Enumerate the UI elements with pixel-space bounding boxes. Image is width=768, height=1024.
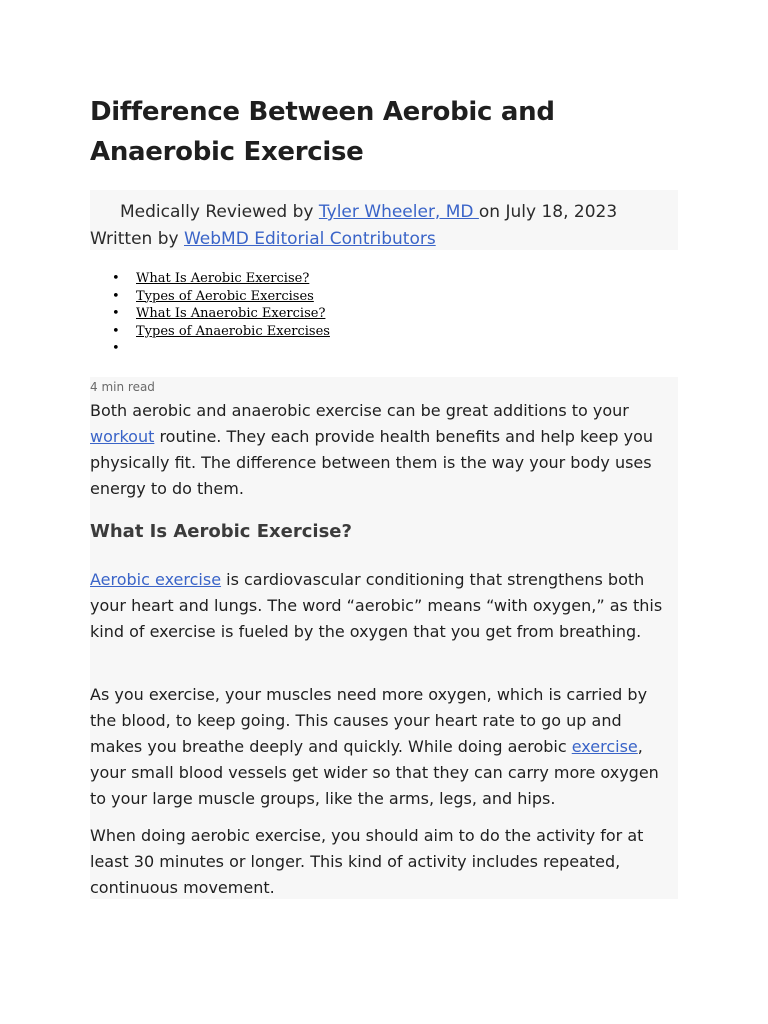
toc-item xyxy=(90,340,678,358)
byline-reviewed-line xyxy=(90,199,678,226)
written-prefix: Written by xyxy=(90,229,184,249)
read-time: 4 min read xyxy=(90,380,155,394)
toc-link-anaerobic-types[interactable]: Types of Anaerobic Exercises xyxy=(136,323,330,339)
reviewer-link[interactable]: Tyler Wheeler, MD xyxy=(318,202,479,222)
bullet-icon: • xyxy=(112,271,120,286)
toc-item xyxy=(90,270,678,288)
aerobic-exercise-link[interactable]: Aerobic exercise xyxy=(90,570,222,589)
section-heading: What Is Aerobic Exercise? xyxy=(90,521,352,542)
workout-link[interactable]: workout xyxy=(90,427,155,446)
toc-link-anaerobic[interactable]: What Is Anaerobic Exercise? xyxy=(136,306,326,322)
exercise-link[interactable]: exercise xyxy=(571,737,638,756)
intro-text-before: Both aerobic and anaerobic exercise can be great additions to your xyxy=(90,401,629,420)
page-title: Difference Between Aerobic and Anaerobic Exercise xyxy=(90,97,555,167)
bullet-icon: • xyxy=(112,323,120,339)
table-of-contents xyxy=(90,270,678,358)
intro-paragraph xyxy=(90,398,678,502)
toc-item xyxy=(90,323,678,341)
article-body xyxy=(90,377,678,899)
toc-link-aerobic-types[interactable]: Types of Aerobic Exercises xyxy=(136,288,314,304)
toc-item xyxy=(90,305,678,323)
toc-item xyxy=(90,288,678,306)
bullet-icon: • xyxy=(112,341,120,357)
toc-link-aerobic[interactable]: What Is Aerobic Exercise? xyxy=(136,271,310,286)
aerobic-paragraph-2 xyxy=(90,682,678,812)
aerobic-paragraph-3: When doing aerobic exercise, you should aim to do the activity for at least 30 minutes or longer. This kind of activity includes repeated, continuous movement. xyxy=(90,826,644,897)
bullet-icon: • xyxy=(112,288,120,304)
aerobic-paragraph-1 xyxy=(90,567,678,645)
bullet-icon: • xyxy=(112,306,120,322)
byline-written-line xyxy=(90,226,678,253)
para2-text-before: As you exercise, your muscles need more oxygen, which is carried by the blood, to keep going. This causes your heart rate to go up and makes you breathe deeply and quickly. While doing aerobic xyxy=(90,685,648,756)
review-date: on July 18, 2023 xyxy=(478,202,618,222)
para1-text: is cardiovascular conditioning that strengthens both your heart and lungs. The word “aerobic” means “with oxygen,” as this kind of exercise is fueled by the oxygen that you get from breathing. xyxy=(90,570,663,641)
intro-text-after: routine. They each provide health benefits and help keep you physically fit. The difference between them is the way your body uses energy to do them. xyxy=(90,427,654,498)
byline xyxy=(90,190,678,250)
para2-text-after: , your small blood vessels get wider so that they can carry more oxygen to your large muscle groups, like the arms, legs, and hips. xyxy=(90,737,659,808)
author-link[interactable]: WebMD Editorial Contributors xyxy=(183,229,436,249)
reviewed-prefix: Medically Reviewed by xyxy=(120,202,319,222)
